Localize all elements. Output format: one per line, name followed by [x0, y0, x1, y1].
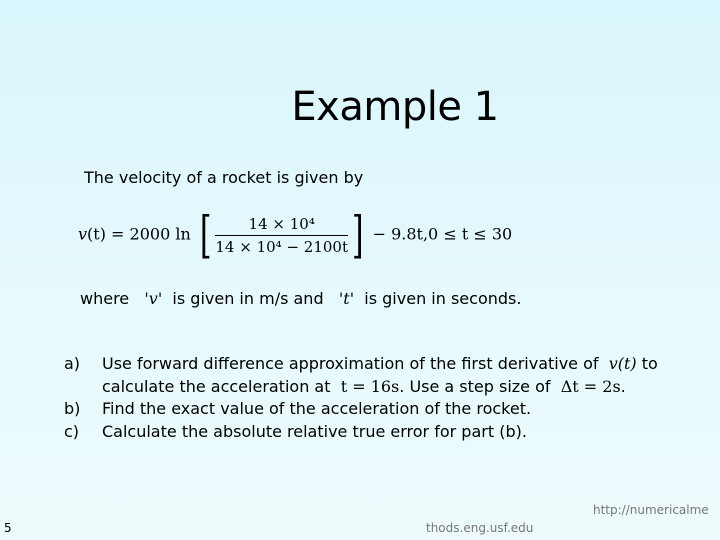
where-end: is given in seconds.	[364, 289, 522, 308]
eq-ln: = 2000 ln	[105, 224, 191, 244]
eq-numerator: 14 × 10⁴	[215, 215, 348, 236]
velocity-equation	[78, 206, 513, 264]
right-bracket: ]	[351, 206, 364, 264]
item-text: Calculate the absolute relative true error for part (b).	[102, 421, 527, 441]
item-label: b)	[64, 399, 81, 418]
item-text: calculate the acceleration at t = 16s. Use a step size of Δt = 2s.	[102, 376, 626, 396]
list-item	[64, 398, 658, 421]
list-item	[64, 353, 658, 376]
math-vt: v(t)	[608, 354, 637, 373]
list-item	[64, 421, 658, 444]
intro-text: The velocity of a rocket is given by	[84, 168, 364, 187]
t-symbol: 't'	[338, 289, 355, 308]
where-line	[80, 289, 521, 308]
eq-denominator: 14 × 10⁴ − 2100t	[215, 237, 348, 256]
math-dt: Δt = 2s	[560, 376, 621, 396]
math-t16: t = 16s	[340, 376, 400, 396]
item-text: Use forward difference approximation of the first derivative of v(t) to	[102, 354, 658, 373]
eq-tail: − 9.8t,0 ≤ t ≤ 30	[367, 224, 513, 244]
where-mid: is given in m/s and	[172, 289, 324, 308]
list-item	[64, 376, 658, 399]
footer-url-part1[interactable]: http://numericalme	[593, 503, 709, 517]
where-word: where	[80, 289, 130, 308]
item-label	[64, 376, 102, 399]
eq-fraction	[215, 215, 348, 256]
v-symbol: 'v'	[144, 289, 163, 308]
left-bracket: [	[199, 206, 212, 264]
slide-title: Example 1	[291, 84, 499, 130]
page-number: 5	[4, 521, 12, 535]
eq-t: (t)	[87, 224, 106, 244]
eq-v: v	[78, 224, 88, 244]
item-label: c)	[64, 421, 80, 441]
task-list	[64, 353, 658, 443]
footer-url-part2[interactable]: thods.eng.usf.edu	[426, 521, 534, 535]
item-text: Find the exact value of the acceleration of the rocket.	[102, 399, 532, 418]
item-label: a)	[64, 354, 81, 373]
